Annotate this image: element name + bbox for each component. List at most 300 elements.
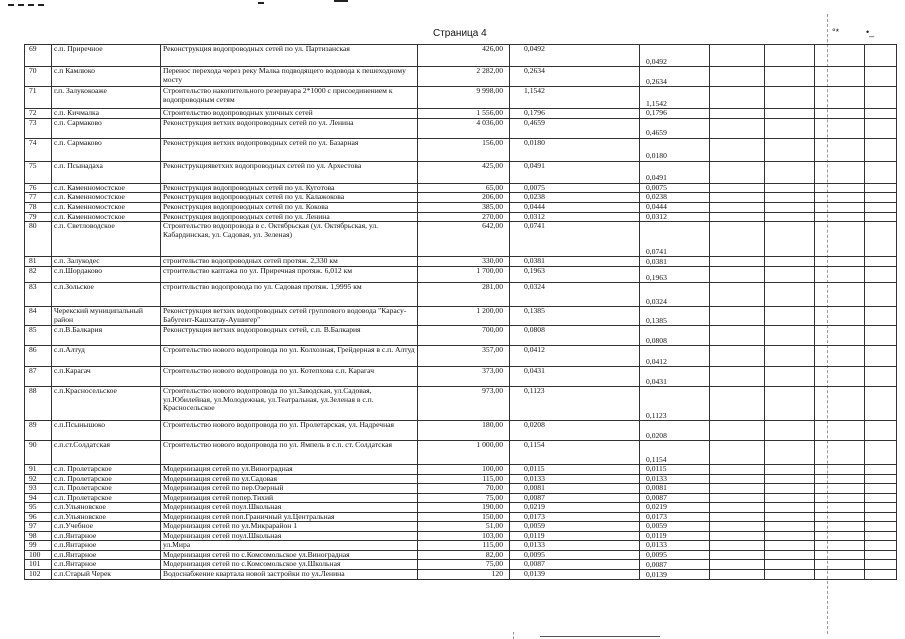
rate-total-cell: 0,0219 [640,503,710,513]
empty-cell [865,307,897,326]
empty-cell [815,484,865,494]
work-description-cell: Реконструкция ветхих водопроводных сетей группового водовода "Карасу-Бабугент-Кашхатау-Аушигер" [161,307,418,326]
empty-cell [765,387,815,421]
rate-total-cell: 0,0087 [640,560,710,570]
rate-total-cell: 0,0095 [640,550,710,560]
work-description-cell: Водоснабжение квартала новой застройки по ул.Ленина [161,570,418,580]
empty-cell [710,138,765,161]
row-number: 71 [25,87,52,109]
empty-cell [710,87,765,109]
empty-cell [815,474,865,484]
work-description-cell: Реконструкция водопроводных сетей по ул. Ленина [161,212,418,222]
empty-cell [865,465,897,475]
sum-cell: 65,00 [418,183,510,193]
row-number: 83 [25,283,52,307]
settlement-cell: с.п.Алтуд [52,346,161,367]
sum-cell: 82,00 [418,550,510,560]
empty-cell [865,387,897,421]
rate-cell: 0,0087 [510,560,640,570]
rate-cell: 0,0180 [510,138,640,161]
rate-cell: 0,0491 [510,161,640,183]
page-title: Страница 4 [433,28,487,39]
empty-cell [815,346,865,367]
work-description-cell: Модернизация сетей по ул.Микрарайон 1 [161,522,418,532]
table-row [25,202,897,212]
rate-total-cell: 0,0381 [640,257,710,267]
sum-cell: 100,00 [418,465,510,475]
empty-cell [865,512,897,522]
empty-cell [710,326,765,346]
empty-cell [865,474,897,484]
table-row [25,421,897,441]
rate-cell: 0,0087 [510,493,640,503]
empty-cell [815,267,865,283]
rate-cell: 0,0444 [510,202,640,212]
sum-cell: 190,00 [418,503,510,513]
empty-cell [865,267,897,283]
rate-cell: 0,1963 [510,267,640,283]
work-description-cell: Модернизация сетей поул.Школьная [161,503,418,513]
empty-cell [865,118,897,138]
table-row [25,346,897,367]
settlement-cell: с.п.Старый Черек [52,570,161,580]
row-number: 99 [25,541,52,551]
scan-bottom-line [540,636,660,637]
rate-total-cell: 0,2634 [640,67,710,87]
empty-cell [710,367,765,387]
empty-cell [815,212,865,222]
work-description-cell: Строительство накопительного резервуара 2*1000 с присоединением к водопроводным сетям [161,87,418,109]
empty-cell [710,541,765,551]
empty-cell [865,138,897,161]
empty-cell [710,550,765,560]
empty-cell [865,484,897,494]
empty-cell [765,193,815,203]
settlement-cell: с.п. Пролетарское [52,493,161,503]
sum-cell: 700,00 [418,326,510,346]
empty-cell [765,257,815,267]
scan-mark [334,0,348,2]
corner-mark-b: •_ [866,27,875,37]
empty-cell [815,570,865,580]
empty-cell [865,87,897,109]
work-description-cell: Модернизация сетей по ул.Садовая [161,474,418,484]
row-number: 73 [25,118,52,138]
empty-cell [710,161,765,183]
settlement-cell: с.п Камлюко [52,67,161,87]
empty-cell [765,222,815,257]
row-number: 86 [25,346,52,367]
settlement-cell: с.п.Янтарное [52,531,161,541]
empty-cell [710,512,765,522]
sum-cell: 206,00 [418,193,510,203]
empty-cell [865,67,897,87]
table-row [25,222,897,257]
empty-cell [765,570,815,580]
empty-cell [765,560,815,570]
sum-cell: 270,00 [418,212,510,222]
empty-cell [865,183,897,193]
rate-total-cell: 0,0808 [640,326,710,346]
empty-cell [765,161,815,183]
rate-total-cell: 0,0059 [640,522,710,532]
empty-cell [765,67,815,87]
work-description-cell: строительство водопроводных сетей протяж. 2,330 км [161,257,418,267]
sum-cell: 642,00 [418,222,510,257]
rate-total-cell: 0,0491 [640,161,710,183]
table-row [25,493,897,503]
empty-cell [710,257,765,267]
empty-cell [710,283,765,307]
row-number: 96 [25,512,52,522]
empty-cell [765,367,815,387]
empty-cell [865,283,897,307]
row-number: 90 [25,441,52,465]
empty-cell [815,531,865,541]
row-number: 100 [25,550,52,560]
settlement-cell: с.п. Каменномостское [52,183,161,193]
settlement-cell: с.п. Сармаково [52,118,161,138]
empty-cell [865,257,897,267]
sum-cell: 1 556,00 [418,109,510,119]
table-row [25,307,897,326]
settlement-cell: с.п.Карагач [52,367,161,387]
empty-cell [710,531,765,541]
empty-cell [710,570,765,580]
settlement-cell: с.п.Янтарное [52,560,161,570]
empty-cell [765,87,815,109]
rate-cell: 0,4659 [510,118,640,138]
empty-cell [865,421,897,441]
empty-cell [865,367,897,387]
rate-total-cell: 1,1542 [640,87,710,109]
settlement-cell: с.п. Пролетарское [52,465,161,475]
work-description-cell: Строительство нового водопровода по ул.Заводская, ул.Садовая, ул.Юбилейная, ул.Молодежная, ул.Театральная, ул.Зеленая в с.п. Красносельское [161,387,418,421]
rate-total-cell: 0,0741 [640,222,710,257]
work-description-cell: Реконструкция ветхих водопроводных сетей по ул. Базарная [161,138,418,161]
rate-total-cell: 0,0119 [640,531,710,541]
empty-cell [710,474,765,484]
empty-cell [815,560,865,570]
table-row [25,503,897,513]
rate-total-cell: 0,0324 [640,283,710,307]
work-description-cell: Строительство нового водопровода по ул. Котепхова с.п. Карагач [161,367,418,387]
row-number: 75 [25,161,52,183]
empty-cell [765,118,815,138]
row-number: 76 [25,183,52,193]
rate-cell: 0,0238 [510,193,640,203]
table-row [25,45,897,67]
settlement-cell: с.п.Зольское [52,283,161,307]
rate-total-cell: 0,0444 [640,202,710,212]
rate-total-cell: 0,1796 [640,109,710,119]
rate-cell: 0,0219 [510,503,640,513]
empty-cell [765,541,815,551]
rate-cell: 0,0115 [510,465,640,475]
work-description-cell: Реконструкция водопроводных сетей по ул. Партизанская [161,45,418,67]
empty-cell [815,421,865,441]
empty-cell [765,493,815,503]
rate-total-cell: 0,0238 [640,193,710,203]
rate-cell: 0,0312 [510,212,640,222]
empty-cell [710,118,765,138]
settlement-cell: Черекский муниципальный район [52,307,161,326]
row-number: 85 [25,326,52,346]
sum-cell: 4 036,00 [418,118,510,138]
work-description-cell: строительство каптажа по ул. Приречная протяж. 6,012 км [161,267,418,283]
empty-cell [865,531,897,541]
empty-cell [815,87,865,109]
table-row [25,531,897,541]
work-description-cell: Модернизация сетей по с.Комсомольское ул.Виноградная [161,550,418,560]
sum-cell: 385,00 [418,202,510,212]
settlement-cell: с.п.Шордаково [52,267,161,283]
table-row [25,484,897,494]
sum-cell: 973,00 [418,387,510,421]
work-description-cell: Строительство нового водопровода по ул. Ямпель в с.п. ст. Солдатская [161,441,418,465]
sum-cell: 426,00 [418,45,510,67]
sum-cell: 103,00 [418,531,510,541]
table-row [25,541,897,551]
row-number: 87 [25,367,52,387]
empty-cell [765,522,815,532]
scan-mark [28,4,34,6]
rate-total-cell: 0,1123 [640,387,710,421]
row-number: 82 [25,267,52,283]
empty-cell [765,202,815,212]
empty-cell [765,346,815,367]
rate-cell: 0,0741 [510,222,640,257]
sum-cell: 115,00 [418,474,510,484]
data-table [24,44,897,580]
sum-cell: 357,00 [418,346,510,367]
rate-cell: 0,0139 [510,570,640,580]
table-row [25,161,897,183]
table-row [25,257,897,267]
rate-total-cell: 0,0173 [640,512,710,522]
settlement-cell: с.п. Каменномостское [52,212,161,222]
work-description-cell: Реконструкция водопроводных сетей по ул. Куготова [161,183,418,193]
empty-cell [710,193,765,203]
settlement-cell: с.п.Янтарное [52,541,161,551]
empty-cell [765,484,815,494]
sum-cell: 120 [418,570,510,580]
settlement-cell: с.п.Ульяновское [52,512,161,522]
row-number: 84 [25,307,52,326]
empty-cell [710,522,765,532]
row-number: 69 [25,45,52,67]
empty-cell [865,45,897,67]
empty-cell [765,474,815,484]
table-row [25,67,897,87]
table-row [25,512,897,522]
empty-cell [815,512,865,522]
work-description-cell: Строительство водопровода в с. Октябрьская (ул. Октябрьская, ул. Кабардинская, ул. Садовая, ул. Зеленая) [161,222,418,257]
empty-cell [865,522,897,532]
rate-total-cell: 0,0312 [640,212,710,222]
rate-cell: 0,0075 [510,183,640,193]
settlement-cell: с.п. Каменномостское [52,193,161,203]
work-description-cell: Реконструкция ветхих водопроводных сетей по ул. Ленина [161,118,418,138]
settlement-cell: с.п. Приречное [52,45,161,67]
empty-cell [815,45,865,67]
work-description-cell: Реконструкция водопроводных сетей по ул. Кокова [161,202,418,212]
empty-cell [815,161,865,183]
rate-cell: 0,0208 [510,421,640,441]
rate-cell: 0,1123 [510,387,640,421]
empty-cell [815,465,865,475]
work-description-cell: Модернизация сетей по с.Комсомольское ул.Школьная [161,560,418,570]
empty-cell [765,441,815,465]
table-row [25,138,897,161]
sum-cell: 1 700,00 [418,267,510,283]
rate-cell: 0,0381 [510,257,640,267]
table-row [25,183,897,193]
empty-cell [710,441,765,465]
empty-cell [710,267,765,283]
settlement-cell: с.п. Каменномостское [52,202,161,212]
rate-total-cell: 0,4659 [640,118,710,138]
settlement-cell: с.п. Кичмалка [52,109,161,119]
row-number: 93 [25,484,52,494]
table-row [25,326,897,346]
empty-cell [710,222,765,257]
empty-cell [815,307,865,326]
empty-cell [765,138,815,161]
rate-total-cell: 0,0081 [640,484,710,494]
rate-total-cell: 0,0208 [640,421,710,441]
empty-cell [710,560,765,570]
settlement-cell: с.п.В.Балкария [52,326,161,346]
sum-cell: 70,00 [418,484,510,494]
work-description-cell: Модернизация сетей поп.Граничный ул.Центральная [161,512,418,522]
sum-cell: 330,00 [418,257,510,267]
empty-cell [815,503,865,513]
empty-cell [710,493,765,503]
table-row [25,465,897,475]
sum-cell: 425,00 [418,161,510,183]
scan-margin-line [513,632,514,639]
empty-cell [765,45,815,67]
empty-cell [815,183,865,193]
rate-total-cell: 0,0492 [640,45,710,67]
empty-cell [815,257,865,267]
empty-cell [815,541,865,551]
work-description-cell: Реконструкция водопроводных сетей по ул. Калажокова [161,193,418,203]
rate-cell: 0,0808 [510,326,640,346]
table-row [25,118,897,138]
work-description-cell: Строительство водопроводных уличных сетей [161,109,418,119]
empty-cell [865,346,897,367]
table-row [25,109,897,119]
rate-cell: 0,0173 [510,512,640,522]
empty-cell [815,202,865,212]
empty-cell [710,421,765,441]
empty-cell [865,560,897,570]
empty-cell [765,465,815,475]
row-number: 101 [25,560,52,570]
table-row [25,193,897,203]
empty-cell [765,307,815,326]
rate-total-cell: 0,0133 [640,541,710,551]
table-row [25,267,897,283]
rate-cell: 0,0133 [510,541,640,551]
table-row [25,387,897,421]
work-description-cell: ул.Мира [161,541,418,551]
empty-cell [710,45,765,67]
settlement-cell: с.п.Красносельское [52,387,161,421]
corner-mark-a: °* [832,27,840,37]
empty-cell [765,421,815,441]
table-row [25,522,897,532]
empty-cell [765,531,815,541]
sum-cell: 180,00 [418,421,510,441]
empty-cell [815,493,865,503]
rate-total-cell: 0,0087 [640,493,710,503]
empty-cell [815,283,865,307]
table-row [25,550,897,560]
rate-total-cell: 0,0075 [640,183,710,193]
settlement-cell: с.п. Пролетарское [52,474,161,484]
empty-cell [710,307,765,326]
row-number: 77 [25,193,52,203]
work-description-cell: Модернизация сетей по пер.Озерный [161,484,418,494]
sum-cell: 1 200,00 [418,307,510,326]
empty-cell [815,367,865,387]
empty-cell [710,387,765,421]
settlement-cell: с.п.Ульяновское [52,503,161,513]
empty-cell [710,109,765,119]
empty-cell [865,493,897,503]
empty-cell [815,550,865,560]
empty-cell [710,67,765,87]
empty-cell [815,326,865,346]
rate-cell: 0,0431 [510,367,640,387]
empty-cell [865,541,897,551]
sum-cell: 9 998,00 [418,87,510,109]
empty-cell [765,503,815,513]
settlement-cell: с.п.ст.Солдатская [52,441,161,465]
work-description-cell: Перенос перехода через реку Малка подводящего водовода к пешеходному мосту [161,67,418,87]
table-row [25,560,897,570]
empty-cell [815,441,865,465]
settlement-cell: с.п. Пролетарское [52,484,161,494]
scan-mark [8,4,14,6]
empty-cell [765,326,815,346]
rate-cell: 0,1796 [510,109,640,119]
empty-cell [815,522,865,532]
empty-cell [815,138,865,161]
work-description-cell: Реконструкцияветхих водопроводных сетей по ул. Архестова [161,161,418,183]
empty-cell [710,503,765,513]
empty-cell [865,326,897,346]
table-row [25,570,897,580]
empty-cell [865,441,897,465]
empty-cell [865,202,897,212]
row-number: 92 [25,474,52,484]
rate-total-cell: 0,0180 [640,138,710,161]
rate-total-cell: 0,0115 [640,465,710,475]
empty-cell [765,512,815,522]
empty-cell [815,109,865,119]
rate-total-cell: 0,0139 [640,570,710,580]
empty-cell [865,570,897,580]
work-description-cell: Модернизация сетей попер.Тихий [161,493,418,503]
work-description-cell: Модернизация сетей по ул.Виноградная [161,465,418,475]
sum-cell: 51,00 [418,522,510,532]
work-description-cell: Модернизация сетей поул.Школьная [161,531,418,541]
sum-cell: 75,00 [418,493,510,503]
